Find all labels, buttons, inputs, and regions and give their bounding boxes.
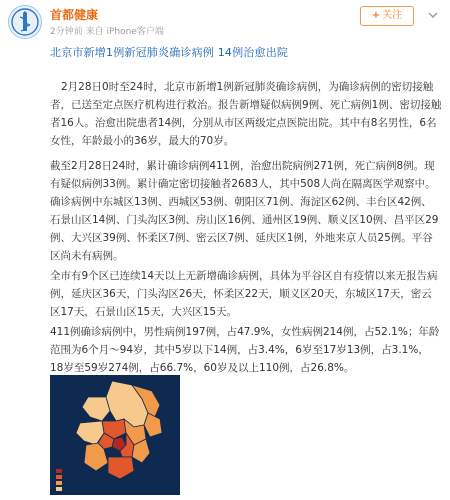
paragraph-summary: 2月28日0时至24时，北京市新增1例新冠肺炎确诊病例，为确诊病例的密切接触者，已送至定点医疗机构进行救治。报告新增疑似病例9例、死亡病例1例、密切接触者16人。治愈出院患者14例，分别从市区两级定点医院出院。其中有8名男性，6名女性，年龄最小的36岁，最大的70岁。 <box>50 81 442 147</box>
follow-button[interactable] <box>360 6 414 26</box>
follow-label: 关注 <box>382 10 403 21</box>
avatar[interactable] <box>8 5 42 39</box>
plus-icon: + <box>371 10 381 21</box>
paragraph-cumulative: 截至2月28日24时，累计确诊病例411例，治愈出院病例271例，死亡病例8例。现有疑似病例33例。累计确定密切接触者2683人，其中508人尚在隔离医学观察中。确诊病例中东城区13例、西城区53例、朝阳区71例、海淀区62例、丰台区42例、石景山区14例、门头沟区3例、房山区16例、通州区19例、顺义区10例、昌平区29例、大兴区39例、怀柔区7例、密云区7例、延庆区1例，外地来京人员25例。平谷区尚未有病例。 <box>50 160 439 262</box>
beijing-case-map-image[interactable] <box>50 375 180 495</box>
paragraph-demographics: 411例确诊病例中，男性病例197例，占47.9%，女性病例214例，占52.1%；年龄范围为6个月～94岁，其中5岁以下14例，占3.4%，6岁至17岁13例，占3.1%，18岁至59岁274例，占66.7%，60岁及以上110例，占26.8%。 <box>50 326 440 374</box>
post-meta: 2分钟前 来自 iPhone客户端 <box>50 27 164 37</box>
author-name[interactable]: 首都健康 <box>50 8 99 22</box>
post-title: 北京市新增1例新冠肺炎确诊病例 14例治愈出院 <box>50 46 289 59</box>
post-header <box>0 0 450 42</box>
post-body <box>50 78 442 377</box>
paragraph-no-new-cases: 全市有9个区已连续14天以上无新增确诊病例，具体为平谷区自有疫情以来无报告病例，延庆区36天，门头沟区26天，怀柔区22天，顺义区20天，东城区17天，密云区17天，石景山区15天，大兴区15天。 <box>50 270 438 318</box>
health-logo-icon <box>9 6 41 38</box>
chevron-down-icon[interactable] <box>424 8 442 24</box>
beijing-map-graphic <box>50 375 180 495</box>
